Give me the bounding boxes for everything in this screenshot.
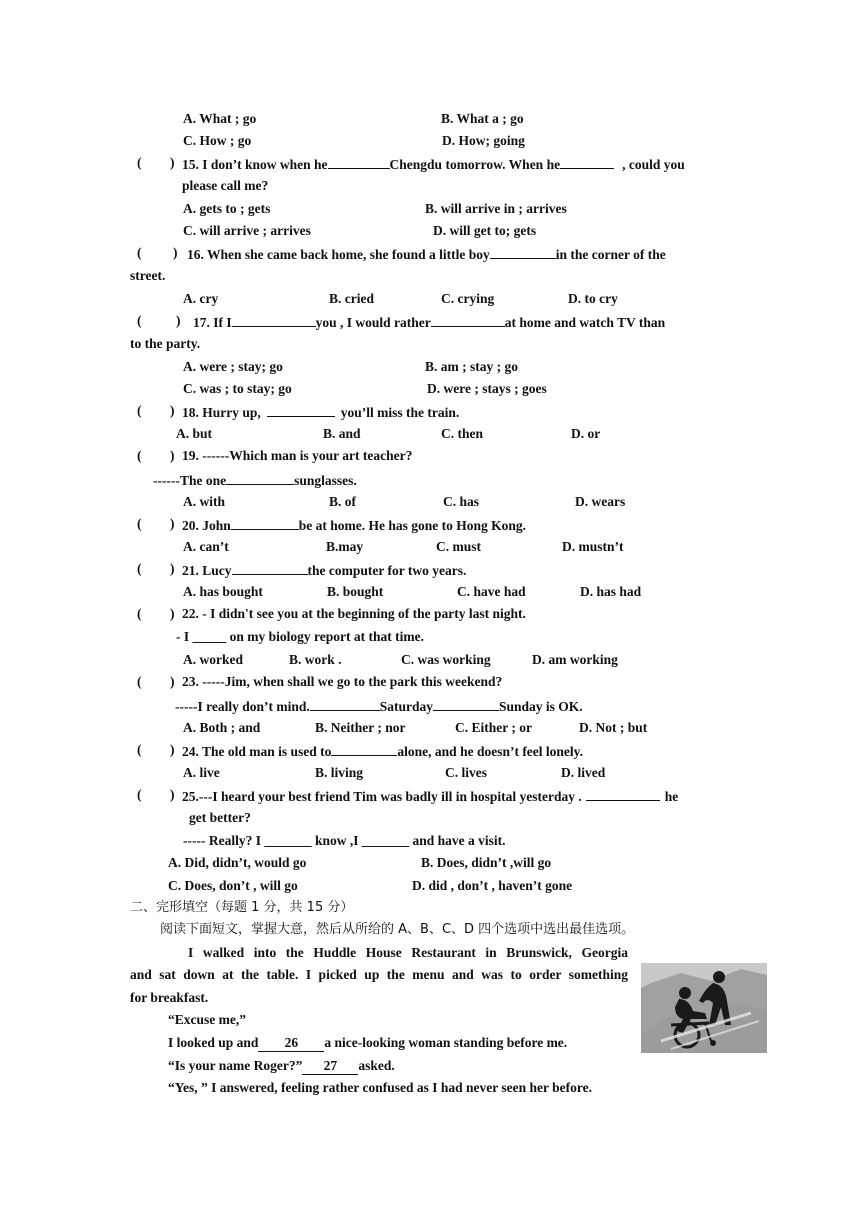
q21-paren-close: ) (170, 561, 175, 576)
q15-option-a: A. gets to ; gets (183, 201, 271, 216)
q16-option-a: A. cry (183, 291, 219, 306)
q15-paren-open: ( (137, 155, 142, 170)
q17-paren-open: ( (137, 313, 142, 328)
blank-26: 26 (258, 1035, 324, 1052)
q23-option-b: B. Neither ; nor (315, 720, 406, 735)
q17-paren-close: ) (176, 313, 181, 328)
q23-option-c: C. Either ; or (455, 720, 532, 735)
q17-option-c: C. was ; to stay; go (183, 381, 292, 396)
q22-option-b: B. work . (289, 652, 342, 667)
q20-option-c: C. must (436, 539, 482, 554)
q20-paren-close: ) (170, 516, 175, 531)
passage-line-7: “Yes, ” I answered, feeling rather confused as I had never seen her before. (168, 1080, 592, 1095)
q25-paren-close: ) (170, 787, 175, 802)
q25-option-d: D. did , don’t , haven’t gone (412, 878, 573, 893)
q25-option-c: C. Does, don’t , will go (168, 878, 298, 893)
q15-stem-line2: please call me? (182, 178, 269, 193)
q19-stem: 19. ------Which man is your art teacher? (182, 448, 413, 463)
q20-option-d: D. mustn’t (562, 539, 624, 554)
q22-paren-close: ) (170, 606, 175, 621)
q18-option-d: D. or (571, 426, 601, 441)
q19-option-d: D. wears (575, 494, 626, 509)
q19-option-a: A. with (183, 494, 226, 509)
q19-paren-close: ) (170, 448, 175, 463)
q16-option-c: C. crying (441, 291, 495, 306)
q22-option-c: C. was working (401, 652, 491, 667)
passage-line-2: and sat down at the table. I picked up the menu and was to order something (130, 967, 628, 982)
passage-line-4: “Excuse me,” (168, 1012, 246, 1027)
q23-answer-line: -----I really don’t mind. Saturday Sunday is OK. (175, 696, 583, 716)
section-heading: 二、完形填空（每题 1 分，共 15 分） (130, 900, 354, 915)
q20-option-b: B.may (326, 539, 364, 554)
q18-paren-close: ) (170, 403, 175, 418)
q25-paren-open: ( (137, 787, 142, 802)
q22-answer-line: - I _____ on my biology report at that time. (176, 629, 424, 644)
q25-answer-line: ----- Really? I _______ know ,I _______ and have a visit. (183, 833, 506, 848)
q19-paren-open: ( (137, 448, 142, 463)
q21-option-c: C. have had (457, 584, 526, 599)
q17-option-a: A. were ; stay; go (183, 359, 283, 374)
q24-option-d: D. lived (561, 765, 606, 780)
q24-option-c: C. lives (445, 765, 487, 780)
q23-paren-close: ) (170, 674, 175, 689)
q24-stem: 24. The old man is used to alone, and he doesn’t feel lonely. (182, 741, 583, 761)
q21-option-b: B. bought (327, 584, 384, 599)
q23-stem: 23. -----Jim, when shall we go to the park this weekend? (182, 674, 503, 689)
q15-stem: 15. I don’t know when he Chengdu tomorrow. When he , could you (182, 154, 685, 174)
q18-stem: 18. Hurry up, you’ll miss the train. (182, 402, 459, 422)
section-instruction: 阅读下面短文，掌握大意，然后从所给的 A、B、C、D 四个选项中选出最佳选项。 (160, 922, 635, 937)
q20-option-a: A. can’t (183, 539, 229, 554)
q18-option-c: C. then (441, 426, 484, 441)
q16-stem-line2: street. (130, 268, 166, 283)
q22-stem: 22. - I didn't see you at the beginning of the party last night. (182, 606, 526, 621)
q15-paren-close: ) (170, 155, 175, 170)
passage-line-5: I looked up and 26 a nice-looking woman standing before me. (168, 1035, 568, 1050)
q17-stem: 17. If I you , I would rather at home and watch TV than (193, 312, 665, 332)
q18-option-a: A. but (176, 426, 213, 441)
blank-27: 27 (302, 1058, 358, 1075)
passage-line-6: “Is your name Roger?” 27 asked. (168, 1058, 395, 1073)
q15-option-c: C. will arrive ; arrives (183, 223, 311, 238)
q17-stem-line2: to the party. (130, 336, 201, 351)
q16-paren-close: ) (173, 245, 178, 260)
q16-option-b: B. cried (329, 291, 374, 306)
q20-stem: 20. John be at home. He has gone to Hong Kong. (182, 515, 526, 535)
q24-paren-open: ( (137, 742, 142, 757)
q24-option-a: A. live (183, 765, 220, 780)
q21-option-d: D. has had (580, 584, 642, 599)
q17-option-b: B. am ; stay ; go (425, 359, 518, 374)
silhouette-couple-wheelchair-icon (641, 963, 767, 1053)
q22-option-a: A. worked (183, 652, 243, 667)
q14-option-c: C. How ; go (183, 133, 252, 148)
q19-answer-line: ------The one sunglasses. (153, 470, 357, 490)
q25-option-a: A. Did, didn’t, would go (168, 855, 307, 870)
q14-option-b: B. What a ; go (441, 111, 524, 126)
q23-option-d: D. Not ; but (579, 720, 648, 735)
q24-option-b: B. living (315, 765, 364, 780)
q22-option-d: D. am working (532, 652, 618, 667)
q17-option-d: D. were ; stays ; goes (427, 381, 547, 396)
q22-paren-open: ( (137, 606, 142, 621)
q14-option-d: D. How; going (442, 133, 525, 148)
q14-option-a: A. What ; go (183, 111, 257, 126)
q16-option-d: D. to cry (568, 291, 618, 306)
passage-line-3: for breakfast. (130, 990, 209, 1005)
q16-stem: 16. When she came back home, she found a little boy in the corner of the (187, 244, 666, 264)
q21-paren-open: ( (137, 561, 142, 576)
q18-paren-open: ( (137, 403, 142, 418)
q21-stem: 21. Lucy the computer for two years. (182, 560, 466, 580)
q23-paren-open: ( (137, 674, 142, 689)
q25-option-b: B. Does, didn’t ,will go (421, 855, 552, 870)
q25-stem: 25.---I heard your best friend Tim was badly ill in hospital yesterday . he (182, 786, 678, 806)
q19-option-c: C. has (443, 494, 480, 509)
q16-paren-open: ( (137, 245, 142, 260)
q18-option-b: B. and (323, 426, 361, 441)
q15-option-b: B. will arrive in ; arrives (425, 201, 567, 216)
q15-option-d: D. will get to; gets (433, 223, 537, 238)
passage-line-1: I walked into the Huddle House Restaurant in Brunswick, Georgia (188, 945, 628, 960)
q21-option-a: A. has bought (183, 584, 263, 599)
q23-option-a: A. Both ; and (183, 720, 261, 735)
q25-stem-line2: get better? (189, 810, 251, 825)
q24-paren-close: ) (170, 742, 175, 757)
q20-paren-open: ( (137, 516, 142, 531)
q19-option-b: B. of (329, 494, 356, 509)
